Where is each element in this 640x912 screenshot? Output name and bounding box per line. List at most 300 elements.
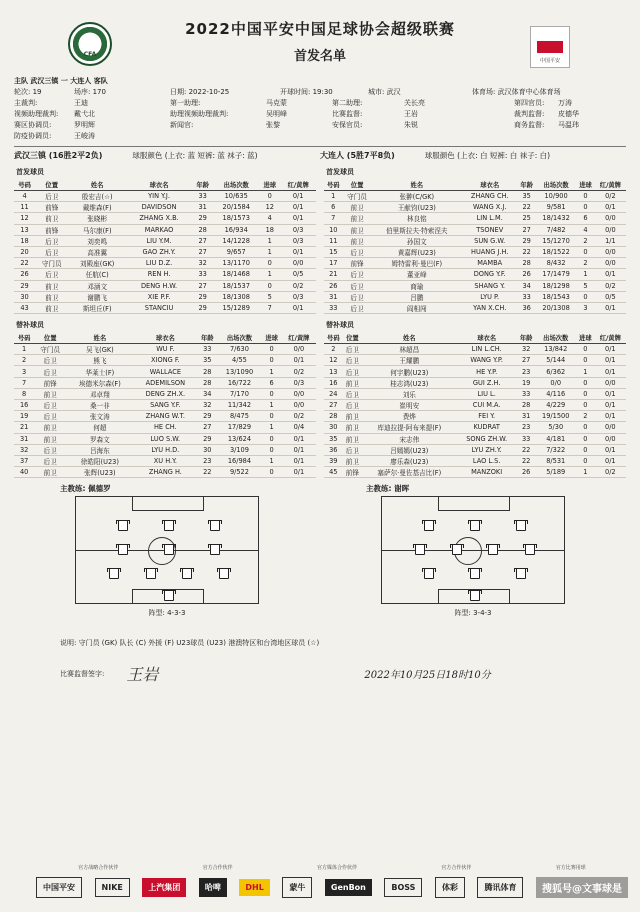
player-cell: 24 bbox=[324, 388, 343, 399]
player-cell: 27 bbox=[192, 246, 213, 257]
player-cell: 11/342 bbox=[217, 400, 261, 411]
match-supervisor: 王岩 bbox=[404, 110, 418, 118]
player-cell: 3 bbox=[576, 302, 595, 313]
player-cell: 29 bbox=[192, 213, 213, 224]
player-cell: 熊飞 bbox=[66, 355, 133, 366]
player-cell: ZHANG H. bbox=[134, 467, 198, 478]
player-row bbox=[14, 269, 316, 280]
player-cell: 0/1 bbox=[595, 411, 626, 422]
kickoff: 开球时间: 19:30 bbox=[280, 88, 333, 96]
referee: 王迪 bbox=[74, 99, 88, 107]
player-cell: 0/1 bbox=[595, 202, 626, 213]
player-row bbox=[324, 355, 626, 366]
player-cell: 13 bbox=[324, 366, 343, 377]
player-cell: 12 bbox=[14, 213, 35, 224]
player-cell: 18 bbox=[259, 224, 280, 235]
player-row bbox=[324, 224, 626, 235]
player-cell: 前卫 bbox=[34, 467, 66, 478]
doc-title: 2022中国平安中国足球协会超级联赛 bbox=[185, 20, 455, 38]
referee-supervisor: 皮德华 bbox=[558, 110, 579, 118]
player-cell: MARKAO bbox=[126, 224, 192, 235]
player-cell: 27 bbox=[324, 400, 343, 411]
player-cell: SHANG Y. bbox=[462, 280, 517, 291]
sponsor-caption: 官方合作伙伴 bbox=[441, 865, 472, 871]
player-cell: 26 bbox=[324, 280, 343, 291]
home-formation bbox=[75, 496, 259, 618]
player-cell: 前卫 bbox=[35, 302, 68, 313]
player-row bbox=[324, 191, 626, 202]
player-row bbox=[324, 258, 626, 269]
player-cell: WANG Y.P. bbox=[456, 355, 516, 366]
player-cell: 17 bbox=[324, 258, 343, 269]
player-cell: HE CH. bbox=[134, 422, 198, 433]
csl-logo: 中国平安 bbox=[530, 26, 570, 68]
player-cell: 34 bbox=[197, 388, 217, 399]
player-cell: 28 bbox=[324, 411, 343, 422]
player-cell: 0/2 bbox=[595, 191, 626, 202]
player-cell: 1 bbox=[259, 269, 280, 280]
home-starters-table bbox=[14, 179, 316, 314]
player-cell: 22 bbox=[517, 455, 536, 466]
player-row bbox=[14, 258, 316, 269]
player-cell: 后卫 bbox=[35, 191, 68, 202]
player-cell: 4 bbox=[576, 224, 595, 235]
player-cell: 后卫 bbox=[34, 411, 66, 422]
player-cell: 33 bbox=[517, 291, 536, 302]
player-cell: 1 bbox=[324, 191, 343, 202]
player-cell: 守门员 bbox=[343, 191, 372, 202]
player-cell: XIONG F. bbox=[134, 355, 198, 366]
player-cell: 31 bbox=[14, 433, 34, 444]
player-cell: 伯里斯拉夫·特索涅夫 bbox=[372, 224, 462, 235]
player-cell: 36 bbox=[324, 444, 343, 455]
player-cell: 0/1 bbox=[282, 444, 316, 455]
column-header: 出场次数 bbox=[535, 332, 576, 344]
player-cell: 姆特雷利·曼巴(F) bbox=[372, 258, 462, 269]
player-cell: SONG ZH.W. bbox=[456, 433, 516, 444]
sponsor-logo: NIKE bbox=[95, 878, 130, 897]
player-cell: 6/362 bbox=[535, 366, 576, 377]
player-cell: HE Y.P. bbox=[456, 366, 516, 377]
player-cell: XU H.Y. bbox=[134, 455, 198, 466]
player-cell: 45 bbox=[324, 467, 343, 478]
player-cell: 10 bbox=[324, 224, 343, 235]
player-cell: LYU ZH.Y. bbox=[456, 444, 516, 455]
player-cell: 23 bbox=[197, 455, 217, 466]
player-cell: 32 bbox=[14, 444, 34, 455]
player-cell: WALLACE bbox=[134, 366, 198, 377]
player-cell: MAMBA bbox=[462, 258, 517, 269]
player-cell: 桑一非 bbox=[66, 400, 133, 411]
player-cell: 后卫 bbox=[343, 280, 372, 291]
player-cell: 34 bbox=[517, 280, 536, 291]
teams-line: 主队 武汉三镇 一 大连人 客队 bbox=[14, 77, 108, 85]
stadium: 体育场: 武汉体育中心体育场 bbox=[472, 88, 561, 96]
player-cell: 后卫 bbox=[343, 291, 372, 302]
player-row bbox=[324, 213, 626, 224]
player-cell: 0/1 bbox=[282, 355, 316, 366]
player-row bbox=[14, 202, 316, 213]
player-cell: XIE P.F. bbox=[126, 291, 192, 302]
player-cell: 徐皓阳(U23) bbox=[66, 455, 133, 466]
player-cell: 后卫 bbox=[35, 246, 68, 257]
sponsor-caption: 官方比赛用球 bbox=[555, 865, 586, 871]
player-cell: 0/0 bbox=[535, 377, 576, 388]
player-shirt-icon bbox=[162, 543, 174, 553]
player-cell: 1 bbox=[259, 235, 280, 246]
player-cell: 5 bbox=[576, 280, 595, 291]
column-header: 球衣名 bbox=[134, 332, 198, 344]
player-cell: 0/0 bbox=[595, 377, 626, 388]
home-team-name: 武汉三镇 (16胜2平2负) bbox=[14, 151, 103, 160]
player-cell: 40 bbox=[14, 467, 34, 478]
player-cell: 前锋 bbox=[343, 258, 372, 269]
player-shirt-icon bbox=[116, 519, 128, 529]
player-cell: 前卫 bbox=[343, 433, 363, 444]
player-cell: 18/1537 bbox=[213, 280, 259, 291]
player-cell: 26 bbox=[517, 467, 536, 478]
player-cell: 后卫 bbox=[34, 400, 66, 411]
player-cell: 8/531 bbox=[535, 455, 576, 466]
player-cell: 16/984 bbox=[217, 455, 261, 466]
player-cell: 后卫 bbox=[343, 269, 372, 280]
player-cell: 费烨 bbox=[362, 411, 456, 422]
player-cell: 26 bbox=[517, 269, 536, 280]
player-cell: 0 bbox=[262, 344, 282, 355]
player-cell: 前锋 bbox=[35, 224, 68, 235]
player-cell: 1 bbox=[262, 422, 282, 433]
player-cell: 21 bbox=[14, 422, 34, 433]
player-row bbox=[14, 344, 316, 355]
sign-date: 2022年10月25日18时10分 bbox=[364, 670, 491, 682]
player-cell: YIN Y.J. bbox=[126, 191, 192, 202]
player-cell: 后卫 bbox=[35, 269, 68, 280]
column-header: 年龄 bbox=[517, 179, 536, 191]
player-cell: 22 bbox=[197, 467, 217, 478]
player-cell: 后卫 bbox=[35, 235, 68, 246]
home-subs-table bbox=[14, 332, 316, 478]
player-cell: 33 bbox=[517, 388, 536, 399]
player-cell: 13 bbox=[14, 224, 35, 235]
player-cell: 28 bbox=[197, 366, 217, 377]
player-cell: 王耀鹏 bbox=[362, 355, 456, 366]
player-shirt-icon bbox=[107, 567, 119, 577]
player-cell: 1 bbox=[262, 366, 282, 377]
fourth-official: 万涛 bbox=[558, 99, 572, 107]
player-cell: 27 bbox=[517, 355, 536, 366]
player-cell: 15 bbox=[324, 246, 343, 257]
player-cell: 23 bbox=[517, 366, 536, 377]
column-header: 号码 bbox=[14, 179, 35, 191]
player-shirt-icon bbox=[208, 543, 220, 553]
player-cell: 35 bbox=[517, 191, 536, 202]
player-cell: 0/2 bbox=[280, 280, 316, 291]
home-pitch bbox=[75, 496, 259, 604]
player-cell: TSONEV bbox=[462, 224, 517, 235]
player-row bbox=[324, 400, 626, 411]
player-cell: 7 bbox=[14, 377, 34, 388]
player-row bbox=[324, 344, 626, 355]
away-starters-table bbox=[324, 179, 626, 314]
player-cell: 吕嫣嫣(U23) bbox=[362, 444, 456, 455]
player-cell: 27 bbox=[192, 235, 213, 246]
player-cell: 0/5 bbox=[595, 291, 626, 302]
player-cell: 8/475 bbox=[217, 411, 261, 422]
player-shirt-icon bbox=[413, 543, 425, 553]
player-cell: 0/0 bbox=[595, 422, 626, 433]
player-cell: HUANG J.H. bbox=[462, 246, 517, 257]
player-cell: 刘乐 bbox=[362, 388, 456, 399]
player-cell: 1 bbox=[262, 400, 282, 411]
player-shirt-icon bbox=[523, 543, 535, 553]
player-cell: 后卫 bbox=[343, 366, 363, 377]
player-cell: 斯坦丘(F) bbox=[68, 302, 126, 313]
player-cell: 23 bbox=[517, 422, 536, 433]
player-cell: 前卫 bbox=[343, 422, 363, 433]
column-header: 球衣名 bbox=[462, 179, 517, 191]
column-header: 姓名 bbox=[68, 179, 126, 191]
player-row bbox=[14, 400, 316, 411]
player-cell: 13/624 bbox=[217, 433, 261, 444]
column-header: 红/黄牌 bbox=[282, 332, 316, 344]
player-cell: 13/1090 bbox=[217, 366, 261, 377]
player-cell: 29 bbox=[517, 235, 536, 246]
player-row bbox=[14, 213, 316, 224]
player-row bbox=[324, 302, 626, 313]
column-header: 年龄 bbox=[197, 332, 217, 344]
player-cell: 0 bbox=[262, 411, 282, 422]
player-cell: 16/722 bbox=[217, 377, 261, 388]
player-cell: 后卫 bbox=[343, 246, 372, 257]
player-cell: CUI M.A. bbox=[456, 400, 516, 411]
player-row bbox=[324, 269, 626, 280]
legend: 说明: 守门员 (GK) 队长 (C) 外援 (F) U23球员 (U23) 港澳特区和台湾地区球员 (☆) bbox=[60, 639, 320, 648]
player-cell: 刘殿座(GK) bbox=[68, 258, 126, 269]
player-cell: 1 bbox=[576, 269, 595, 280]
player-cell: FEI Y. bbox=[456, 411, 516, 422]
player-cell: 26 bbox=[14, 269, 35, 280]
player-cell: LYU H.D. bbox=[134, 444, 198, 455]
player-row bbox=[324, 411, 626, 422]
away-subs-table bbox=[324, 332, 626, 478]
signature-label: 比赛监督签字: bbox=[60, 669, 105, 678]
player-cell: ADEMILSON bbox=[134, 377, 198, 388]
player-cell: 30 bbox=[14, 291, 35, 302]
player-cell: 前锋 bbox=[34, 377, 66, 388]
player-cell: 前锋 bbox=[343, 467, 363, 478]
player-cell: 2 bbox=[324, 344, 343, 355]
sponsor-bar bbox=[36, 864, 628, 898]
player-row bbox=[14, 224, 316, 235]
player-cell: 商瑜 bbox=[372, 280, 462, 291]
player-cell: 0 bbox=[576, 344, 595, 355]
player-shirt-icon bbox=[208, 519, 220, 529]
player-cell: 5/189 bbox=[535, 467, 576, 478]
player-cell: 0 bbox=[576, 377, 595, 388]
player-cell: LYU P. bbox=[462, 291, 517, 302]
player-cell: 0/1 bbox=[595, 344, 626, 355]
player-cell: 林良铭 bbox=[372, 213, 462, 224]
player-cell: 27 bbox=[517, 224, 536, 235]
column-header: 球衣名 bbox=[126, 179, 192, 191]
player-cell: 前卫 bbox=[34, 422, 66, 433]
player-cell: 11 bbox=[14, 202, 35, 213]
player-cell: 0/3 bbox=[280, 224, 316, 235]
player-cell: 16/934 bbox=[213, 224, 259, 235]
match-no: 场序: 170 bbox=[74, 88, 106, 96]
player-cell: 前卫 bbox=[343, 411, 363, 422]
player-row bbox=[324, 377, 626, 388]
player-cell: 29 bbox=[14, 280, 35, 291]
column-header: 位置 bbox=[34, 332, 66, 344]
player-cell: 林超昌 bbox=[362, 344, 456, 355]
player-cell: 张文涛 bbox=[66, 411, 133, 422]
player-cell: 7 bbox=[259, 302, 280, 313]
player-cell: 16 bbox=[14, 400, 34, 411]
player-row bbox=[14, 377, 316, 388]
player-cell: SUN G.W. bbox=[462, 235, 517, 246]
player-cell: 31 bbox=[192, 202, 213, 213]
player-cell: 17/829 bbox=[217, 422, 261, 433]
player-cell: 后卫 bbox=[343, 344, 363, 355]
player-cell: 前卫 bbox=[343, 455, 363, 466]
column-header: 位置 bbox=[35, 179, 68, 191]
player-cell: 0 bbox=[576, 433, 595, 444]
player-row bbox=[324, 455, 626, 466]
sponsor-logo: 腾讯体育 bbox=[477, 877, 523, 898]
player-cell: 0/5 bbox=[280, 269, 316, 280]
player-cell: 0 bbox=[576, 291, 595, 302]
player-cell: 39 bbox=[324, 455, 343, 466]
player-cell: 前锋 bbox=[35, 202, 68, 213]
player-cell: 4/229 bbox=[535, 400, 576, 411]
player-cell: 0 bbox=[576, 202, 595, 213]
player-row bbox=[14, 355, 316, 366]
player-cell: 2 bbox=[576, 411, 595, 422]
player-shirt-icon bbox=[468, 567, 480, 577]
player-cell: 0 bbox=[259, 258, 280, 269]
player-cell: 0/0 bbox=[280, 258, 316, 269]
assistant-2: 关长亮 bbox=[404, 99, 425, 107]
player-cell: LIN L.CH. bbox=[456, 344, 516, 355]
player-cell: LIU D.Z. bbox=[126, 258, 192, 269]
player-cell: 王献钧(U23) bbox=[372, 202, 462, 213]
player-cell: 0/2 bbox=[595, 280, 626, 291]
player-cell: 18/1522 bbox=[536, 246, 576, 257]
player-cell: 何超 bbox=[66, 422, 133, 433]
player-cell: 0/0 bbox=[595, 433, 626, 444]
player-cell: 2 bbox=[14, 355, 34, 366]
formation-diagrams bbox=[14, 496, 626, 618]
away-kit-colors: 球服颜色 (上衣: 白 短裤: 白 袜子: 白) bbox=[424, 151, 551, 160]
away-formation-label: 阵型: 3-4-3 bbox=[454, 609, 492, 618]
player-cell: 9/581 bbox=[536, 202, 576, 213]
sponsor-caption: 官方合作伙伴 bbox=[202, 865, 233, 871]
player-cell: 16 bbox=[324, 377, 343, 388]
player-cell: 10/900 bbox=[536, 191, 576, 202]
player-cell: 0/1 bbox=[280, 302, 316, 313]
sponsor-caption: 官方媒体合作伙伴 bbox=[316, 865, 357, 871]
player-cell: 0 bbox=[576, 400, 595, 411]
player-cell: 守门员 bbox=[35, 258, 68, 269]
player-cell: 阎相闯 bbox=[372, 302, 462, 313]
player-cell: 前卫 bbox=[34, 433, 66, 444]
player-cell: 25 bbox=[517, 213, 536, 224]
player-cell: 15/1289 bbox=[213, 302, 259, 313]
city: 城市: 武汉 bbox=[368, 88, 401, 96]
player-cell: 0/2 bbox=[282, 411, 316, 422]
player-row bbox=[14, 433, 316, 444]
player-row bbox=[324, 433, 626, 444]
player-cell: 1/1 bbox=[595, 235, 626, 246]
commercial-supervisor: 马温玮 bbox=[558, 121, 579, 129]
player-cell: 高准翼 bbox=[68, 246, 126, 257]
player-cell: 谢鹏飞 bbox=[68, 291, 126, 302]
column-header: 位置 bbox=[343, 332, 363, 344]
player-cell: 19 bbox=[517, 377, 536, 388]
player-cell: 后卫 bbox=[343, 388, 363, 399]
player-cell: 12 bbox=[324, 355, 343, 366]
player-cell: MANZOKI bbox=[456, 467, 516, 478]
column-header: 红/黄牌 bbox=[595, 332, 626, 344]
player-cell: 28 bbox=[197, 377, 217, 388]
player-cell: REN H. bbox=[126, 269, 192, 280]
player-cell: 库迪拉提·阿布来提(F) bbox=[362, 422, 456, 433]
player-cell: 埃德米尔森(F) bbox=[66, 377, 133, 388]
player-cell: 塞萨尔·曼佐基吉比(F) bbox=[362, 467, 456, 478]
column-header: 出场次数 bbox=[536, 179, 576, 191]
player-row bbox=[324, 388, 626, 399]
player-cell: 0 bbox=[576, 444, 595, 455]
player-shirt-icon bbox=[514, 519, 526, 529]
column-header: 号码 bbox=[14, 332, 34, 344]
home-kit-colors: 球服颜色 (上衣: 蓝 短裤: 蓝 袜子: 蓝) bbox=[132, 151, 258, 160]
player-cell: 4/116 bbox=[535, 388, 576, 399]
player-row bbox=[14, 411, 316, 422]
player-cell: 33 bbox=[192, 269, 213, 280]
player-cell: 0/1 bbox=[595, 355, 626, 366]
player-cell: ZHANG X.B. bbox=[126, 213, 192, 224]
sponsor-logo: 体彩 bbox=[435, 877, 465, 898]
player-cell: 0/1 bbox=[280, 191, 316, 202]
player-shirt-icon bbox=[180, 567, 192, 577]
player-cell: 0 bbox=[576, 455, 595, 466]
player-shirt-icon bbox=[422, 519, 434, 529]
sponsor-logo: 哈啤 bbox=[199, 878, 227, 897]
player-cell: ZHANG W.T. bbox=[134, 411, 198, 422]
player-cell: 前卫 bbox=[35, 213, 68, 224]
player-cell: 张辉(U23) bbox=[66, 467, 133, 478]
player-shirt-icon bbox=[514, 567, 526, 577]
away-formation bbox=[381, 496, 565, 618]
player-cell: 12 bbox=[259, 202, 280, 213]
player-cell: 4/55 bbox=[217, 355, 261, 366]
player-row bbox=[324, 467, 626, 478]
player-cell: DAVIDSON bbox=[126, 202, 192, 213]
player-cell: 0/3 bbox=[282, 377, 316, 388]
player-row bbox=[324, 366, 626, 377]
column-header: 红/黄牌 bbox=[595, 179, 626, 191]
player-cell: 0 bbox=[576, 246, 595, 257]
player-cell: 黄嘉辉(U23) bbox=[372, 246, 462, 257]
player-cell: 宋志伟 bbox=[362, 433, 456, 444]
away-pitch bbox=[381, 496, 565, 604]
player-row bbox=[324, 280, 626, 291]
sponsor-logo: 蒙牛 bbox=[282, 877, 312, 898]
player-cell: WANG X.J. bbox=[462, 202, 517, 213]
player-cell: 吕海东 bbox=[66, 444, 133, 455]
player-cell: 前卫 bbox=[34, 388, 66, 399]
